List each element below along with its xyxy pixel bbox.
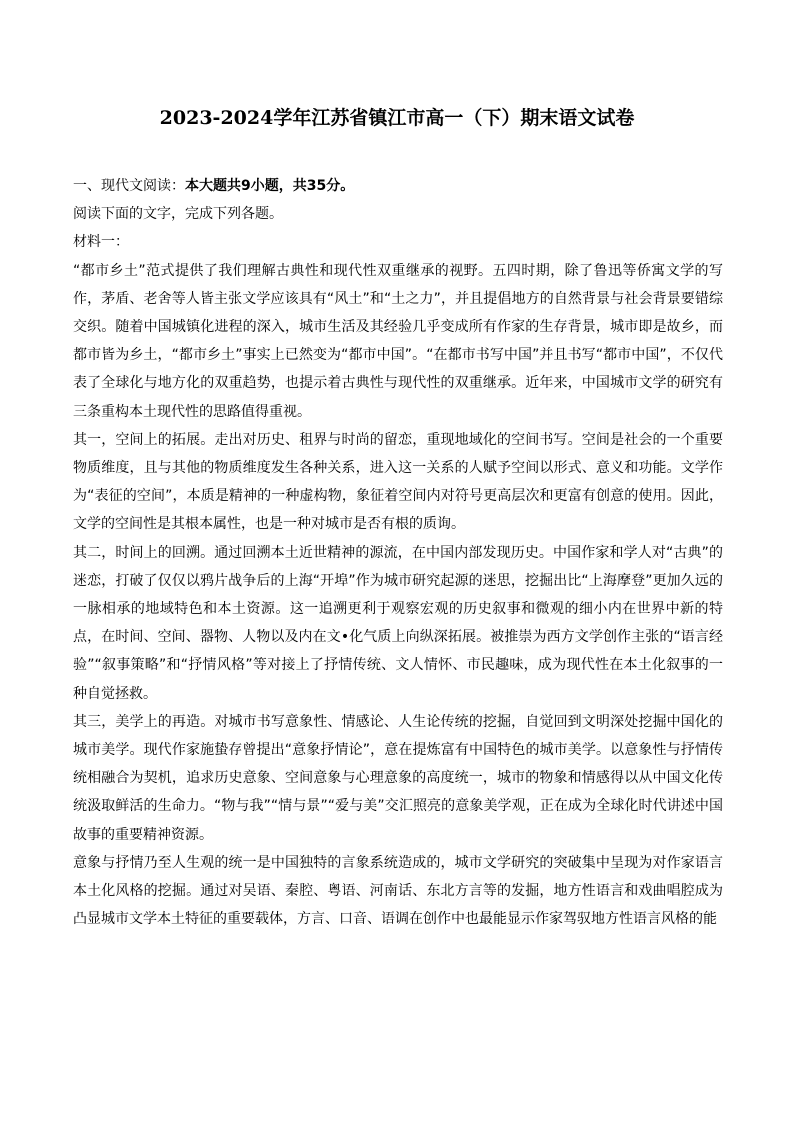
document-body	[73, 172, 723, 933]
instruction-text: 阅读下面的文字，完成下列各题。	[73, 206, 283, 223]
paragraph: 其二，时间上的回溯。通过回溯本土近世精神的源流，在中国内部发现历史。中国作家和学人对“古典”的迷恋，打破了仅仅以鸦片战争后的上海“开埠”作为城市研究起源的迷思，挖掘出比“上海摩登”更加久远的一脉相承的地域特色和本土资源。这一追溯更利于观察宏观的历史叙事和微观的细小内在世界中新的特点，在时间、空间、器物、人物以及内在文•化气质上向纵深拓展。被推崇为西方文学创作主张的“语言经验”“叙事策略”和“抒情风格”等对接上了抒情传统、文人情怀、市民趣味，成为现代性在本土化叙事的一种自觉拯救。	[73, 544, 723, 702]
paragraph: “都市乡土”范式提供了我们理解古典性和现代性双重继承的视野。五四时期，除了鲁迅等侨寓文学的写作，茅盾、老舍等人皆主张文学应该具有“风土”和“土之力”，并且提倡地方的自然背景与社会背景要错综交织。随着中国城镇化进程的深入，城市生活及其经验几乎变成所有作家的生存背景，城市即是故乡，而都市皆为乡土，“都市乡土”事实上已然变为“都市中国”。“在都市书写中国”并且书写“都市中国”，不仅代表了全球化与地方化的双重趋势，也提示着古典性与现代性的双重继承。近年来，中国城市文学的研究有三条重构本土现代性的思路值得重视。	[73, 262, 723, 420]
document-title: 2023-2024学年江苏省镇江市高一（下）期末语文试卷	[159, 107, 635, 129]
material-label: 材料一：	[73, 234, 129, 251]
paragraph: 意象与抒情乃至人生观的统一是中国独特的言象系统造成的，城市文学研究的突破集中呈现为对作家语言本土化风格的挖掘。通过对吴语、秦腔、粤语、河南话、东北方言等的发掘，地方性语言和戏曲唱腔成为凸显城市文学本土特征的重要载体，方言、口音、语调在创作中也最能显示作家驾驭地方性语言风格的能	[73, 854, 723, 928]
section-heading-label: 一、现代文阅读：	[73, 178, 185, 194]
section-heading	[73, 172, 723, 200]
paragraph: 其一，空间上的拓展。走出对历史、租界与时尚的留恋，重现地域化的空间书写。空间是社会的一个重要物质维度，且与其他的物质维度发生各种关系，进入这一关系的人赋予空间以形式、意义和功能。文学作为“表征的空间”，本质是精神的一种虚构物，象征着空间内对符号更高层次和更富有创意的使用。因此，文学的空间性是其根本属性，也是一种对城市是否有根的质询。	[73, 431, 723, 533]
paragraph: 其三，美学上的再造。对城市书写意象性、情感论、人生论传统的挖掘，自觉回到文明深处挖掘中国化的城市美学。现代作家施蛰存曾提出“意象抒情论”，意在提炼富有中国特色的城市美学。以意象性与抒情传统相融合为契机，追求历史意象、空间意象与心理意象的高度统一，城市的物象和情感得以从中国文化传统汲取鲜活的生命力。“物与我”“情与景”“爱与美”交汇照亮的意象美学观，正在成为全球化时代讲述中国故事的重要精神资源。	[73, 713, 723, 843]
section-heading-detail: 本大题共9小题，共35分。	[185, 178, 355, 194]
